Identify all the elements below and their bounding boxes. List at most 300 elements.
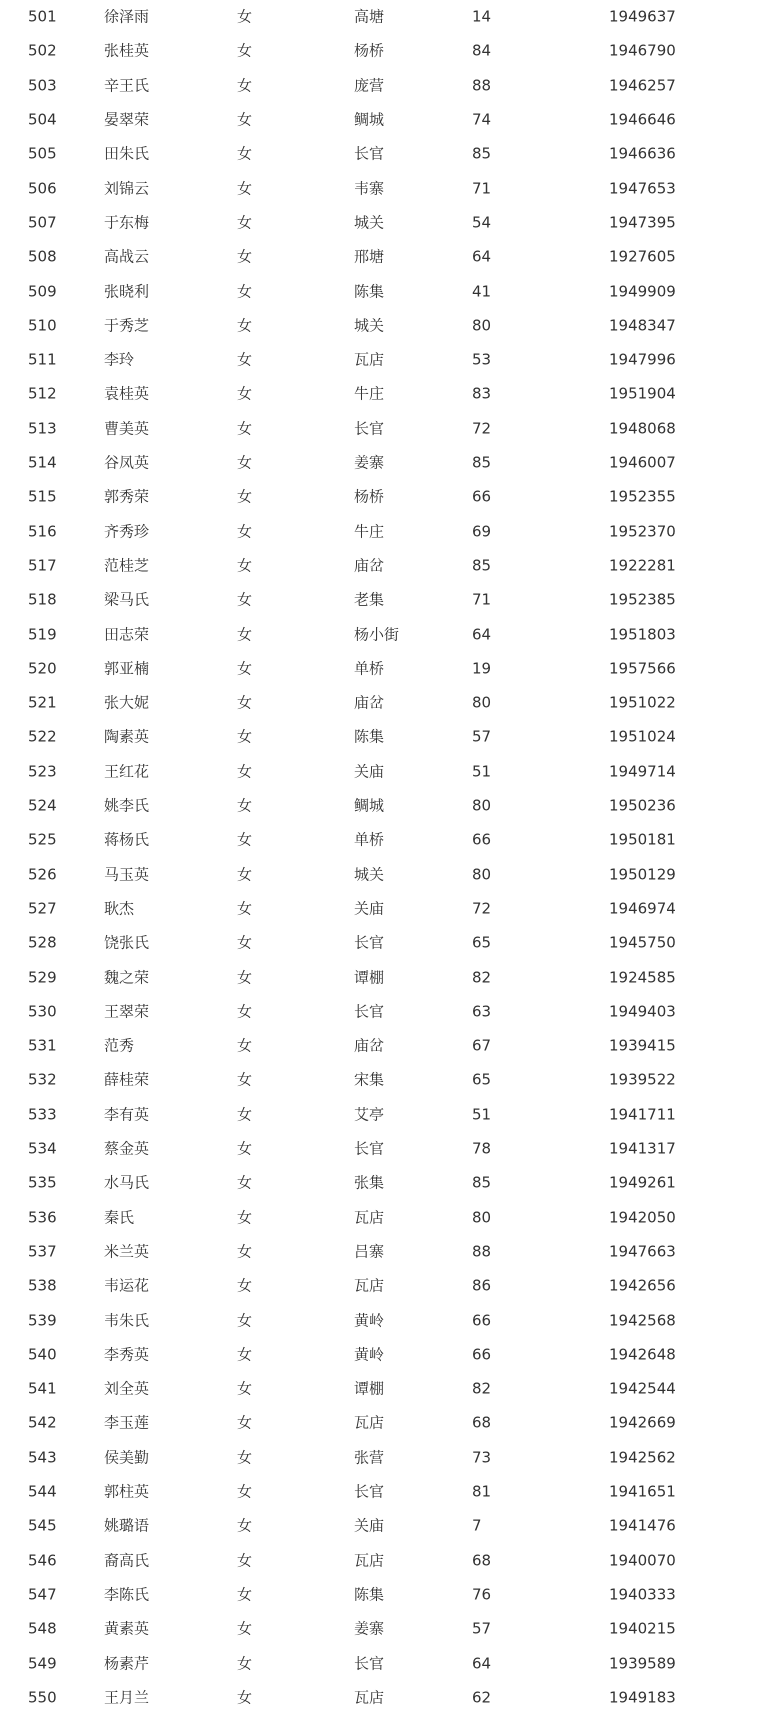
township-cell: 长官 (354, 1002, 385, 1021)
row-number-cell: 530 (28, 1002, 57, 1021)
row-number-cell: 524 (28, 796, 57, 815)
age-cell: 41 (472, 282, 492, 301)
row-number-cell: 545 (28, 1516, 57, 1535)
age-cell: 7 (472, 1516, 482, 1535)
gender-cell: 女 (237, 1002, 253, 1021)
age-cell: 78 (472, 1139, 492, 1158)
gender-cell: 女 (237, 1036, 253, 1055)
table-row (0, 172, 759, 206)
gender-cell: 女 (237, 590, 253, 609)
table-row (0, 377, 759, 411)
age-cell: 81 (472, 1482, 492, 1501)
gender-cell: 女 (237, 7, 253, 26)
gender-cell: 女 (237, 1585, 253, 1604)
table-row (0, 240, 759, 274)
person-name-cell: 蒋杨氏 (104, 830, 150, 849)
person-name-cell: 李有英 (104, 1105, 150, 1124)
age-cell: 19 (472, 659, 492, 678)
township-cell: 张营 (354, 1448, 385, 1467)
record-id-cell: 1939522 (609, 1070, 676, 1089)
row-number-cell: 548 (28, 1619, 57, 1638)
row-number-cell: 527 (28, 899, 57, 918)
record-id-cell: 1947395 (609, 213, 676, 232)
township-cell: 陈集 (354, 282, 385, 301)
row-number-cell: 513 (28, 419, 57, 438)
person-name-cell: 曹美英 (104, 419, 150, 438)
table-row (0, 103, 759, 137)
gender-cell: 女 (237, 1448, 253, 1467)
row-number-cell: 514 (28, 453, 57, 472)
person-name-cell: 刘锦云 (104, 179, 150, 198)
table-row (0, 1235, 759, 1269)
record-id-cell: 1946646 (609, 110, 676, 129)
row-number-cell: 505 (28, 144, 57, 163)
person-name-cell: 耿杰 (104, 899, 135, 918)
person-name-cell: 马玉英 (104, 865, 150, 884)
township-cell: 黄岭 (354, 1345, 385, 1364)
row-number-cell: 501 (28, 7, 57, 26)
township-cell: 杨桥 (354, 487, 385, 506)
person-name-cell: 郭柱英 (104, 1482, 150, 1501)
township-cell: 城关 (354, 213, 385, 232)
row-number-cell: 518 (28, 590, 57, 609)
age-cell: 88 (472, 76, 492, 95)
row-number-cell: 534 (28, 1139, 57, 1158)
table-row (0, 1578, 759, 1612)
gender-cell: 女 (237, 419, 253, 438)
person-name-cell: 王翠荣 (104, 1002, 150, 1021)
gender-cell: 女 (237, 316, 253, 335)
age-cell: 71 (472, 179, 492, 198)
township-cell: 韦寨 (354, 179, 385, 198)
age-cell: 72 (472, 419, 492, 438)
table-row (0, 652, 759, 686)
person-name-cell: 饶张氏 (104, 933, 150, 952)
township-cell: 高塘 (354, 7, 385, 26)
gender-cell: 女 (237, 1311, 253, 1330)
township-cell: 长官 (354, 1482, 385, 1501)
row-number-cell: 503 (28, 76, 57, 95)
person-name-cell: 韦运花 (104, 1276, 150, 1295)
gender-cell: 女 (237, 933, 253, 952)
record-id-cell: 1952355 (609, 487, 676, 506)
record-id-cell: 1946790 (609, 41, 676, 60)
record-id-cell: 1948347 (609, 316, 676, 335)
row-number-cell: 544 (28, 1482, 57, 1501)
gender-cell: 女 (237, 522, 253, 541)
table-row (0, 1406, 759, 1440)
township-cell: 宋集 (354, 1070, 385, 1089)
township-cell: 城关 (354, 316, 385, 335)
table-row (0, 137, 759, 171)
age-cell: 66 (472, 487, 492, 506)
row-number-cell: 535 (28, 1173, 57, 1192)
age-cell: 66 (472, 1311, 492, 1330)
township-cell: 谭棚 (354, 1379, 385, 1398)
row-number-cell: 506 (28, 179, 57, 198)
row-number-cell: 536 (28, 1208, 57, 1227)
age-cell: 85 (472, 1173, 492, 1192)
row-number-cell: 520 (28, 659, 57, 678)
row-number-cell: 531 (28, 1036, 57, 1055)
row-number-cell: 509 (28, 282, 57, 301)
person-name-cell: 于东梅 (104, 213, 150, 232)
township-cell: 牛庄 (354, 522, 385, 541)
person-name-cell: 李陈氏 (104, 1585, 150, 1604)
age-cell: 82 (472, 1379, 492, 1398)
gender-cell: 女 (237, 1379, 253, 1398)
person-name-cell: 薛桂荣 (104, 1070, 150, 1089)
person-name-cell: 秦氏 (104, 1208, 135, 1227)
gender-cell: 女 (237, 1688, 253, 1707)
age-cell: 80 (472, 865, 492, 884)
row-number-cell: 540 (28, 1345, 57, 1364)
age-cell: 76 (472, 1585, 492, 1604)
gender-cell: 女 (237, 247, 253, 266)
person-name-cell: 袁桂英 (104, 384, 150, 403)
gender-cell: 女 (237, 213, 253, 232)
record-id-cell: 1941711 (609, 1105, 676, 1124)
township-cell: 谭棚 (354, 968, 385, 987)
row-number-cell: 533 (28, 1105, 57, 1124)
row-number-cell: 550 (28, 1688, 57, 1707)
township-cell: 张集 (354, 1173, 385, 1192)
person-name-cell: 侯美勤 (104, 1448, 150, 1467)
gender-cell: 女 (237, 1516, 253, 1535)
record-id-cell: 1957566 (609, 659, 676, 678)
township-cell: 陈集 (354, 1585, 385, 1604)
gender-cell: 女 (237, 865, 253, 884)
table-row (0, 823, 759, 857)
person-name-cell: 晏翠荣 (104, 110, 150, 129)
township-cell: 牛庄 (354, 384, 385, 403)
record-id-cell: 1948068 (609, 419, 676, 438)
record-id-cell: 1942568 (609, 1311, 676, 1330)
table-row (0, 343, 759, 377)
table-row (0, 1612, 759, 1646)
person-name-cell: 于秀芝 (104, 316, 150, 335)
township-cell: 姜寨 (354, 1619, 385, 1638)
age-cell: 88 (472, 1242, 492, 1261)
row-number-cell: 511 (28, 350, 57, 369)
table-row (0, 480, 759, 514)
person-name-cell: 姚璐语 (104, 1516, 150, 1535)
township-cell: 陈集 (354, 727, 385, 746)
row-number-cell: 539 (28, 1311, 57, 1330)
row-number-cell: 523 (28, 762, 57, 781)
age-cell: 74 (472, 110, 492, 129)
record-id-cell: 1942648 (609, 1345, 676, 1364)
township-cell: 瓦店 (354, 1413, 385, 1432)
person-name-cell: 谷凤英 (104, 453, 150, 472)
age-cell: 68 (472, 1551, 492, 1570)
record-id-cell: 1951024 (609, 727, 676, 746)
township-cell: 关庙 (354, 1516, 385, 1535)
township-cell: 艾亭 (354, 1105, 385, 1124)
person-name-cell: 张桂英 (104, 41, 150, 60)
gender-cell: 女 (237, 796, 253, 815)
township-cell: 长官 (354, 933, 385, 952)
person-name-cell: 郭亚楠 (104, 659, 150, 678)
age-cell: 66 (472, 830, 492, 849)
age-cell: 80 (472, 1208, 492, 1227)
gender-cell: 女 (237, 453, 253, 472)
record-id-cell: 1927605 (609, 247, 676, 266)
gender-cell: 女 (237, 659, 253, 678)
age-cell: 72 (472, 899, 492, 918)
person-name-cell: 米兰英 (104, 1242, 150, 1261)
record-id-cell: 1949637 (609, 7, 676, 26)
record-id-cell: 1941476 (609, 1516, 676, 1535)
township-cell: 黄岭 (354, 1311, 385, 1330)
age-cell: 80 (472, 693, 492, 712)
age-cell: 53 (472, 350, 492, 369)
age-cell: 84 (472, 41, 492, 60)
gender-cell: 女 (237, 282, 253, 301)
table-row (0, 1029, 759, 1063)
person-name-cell: 杨素芹 (104, 1654, 150, 1673)
table-row (0, 583, 759, 617)
age-cell: 63 (472, 1002, 492, 1021)
age-cell: 71 (472, 590, 492, 609)
gender-cell: 女 (237, 693, 253, 712)
person-name-cell: 裔高氏 (104, 1551, 150, 1570)
township-cell: 瓦店 (354, 350, 385, 369)
table-row (0, 1372, 759, 1406)
gender-cell: 女 (237, 110, 253, 129)
table-row (0, 274, 759, 308)
person-name-cell: 田志荣 (104, 625, 150, 644)
row-number-cell: 529 (28, 968, 57, 987)
gender-cell: 女 (237, 1105, 253, 1124)
record-id-cell: 1942050 (609, 1208, 676, 1227)
township-cell: 老集 (354, 590, 385, 609)
gender-cell: 女 (237, 625, 253, 644)
gender-cell: 女 (237, 144, 253, 163)
township-cell: 鲷城 (354, 796, 385, 815)
gender-cell: 女 (237, 179, 253, 198)
gender-cell: 女 (237, 1413, 253, 1432)
table-row (0, 960, 759, 994)
township-cell: 姜寨 (354, 453, 385, 472)
gender-cell: 女 (237, 350, 253, 369)
record-id-cell: 1922281 (609, 556, 676, 575)
township-cell: 瓦店 (354, 1276, 385, 1295)
age-cell: 54 (472, 213, 492, 232)
row-number-cell: 537 (28, 1242, 57, 1261)
record-id-cell: 1951022 (609, 693, 676, 712)
gender-cell: 女 (237, 1482, 253, 1501)
record-id-cell: 1942669 (609, 1413, 676, 1432)
table-row (0, 926, 759, 960)
age-cell: 73 (472, 1448, 492, 1467)
person-name-cell: 田朱氏 (104, 144, 150, 163)
township-cell: 瓦店 (354, 1551, 385, 1570)
row-number-cell: 521 (28, 693, 57, 712)
table-row (0, 1166, 759, 1200)
record-id-cell: 1949909 (609, 282, 676, 301)
age-cell: 66 (472, 1345, 492, 1364)
row-number-cell: 543 (28, 1448, 57, 1467)
row-number-cell: 515 (28, 487, 57, 506)
age-cell: 83 (472, 384, 492, 403)
row-number-cell: 504 (28, 110, 57, 129)
township-cell: 邢塘 (354, 247, 385, 266)
gender-cell: 女 (237, 1173, 253, 1192)
age-cell: 69 (472, 522, 492, 541)
person-name-cell: 郭秀荣 (104, 487, 150, 506)
record-id-cell: 1949183 (609, 1688, 676, 1707)
gender-cell: 女 (237, 1139, 253, 1158)
record-id-cell: 1942562 (609, 1448, 676, 1467)
person-name-cell: 黄素英 (104, 1619, 150, 1638)
table-row (0, 1201, 759, 1235)
gender-cell: 女 (237, 830, 253, 849)
age-cell: 64 (472, 625, 492, 644)
table-row (0, 34, 759, 68)
age-cell: 64 (472, 1654, 492, 1673)
row-number-cell: 512 (28, 384, 57, 403)
record-id-cell: 1946257 (609, 76, 676, 95)
gender-cell: 女 (237, 1242, 253, 1261)
table-row (0, 1132, 759, 1166)
gender-cell: 女 (237, 727, 253, 746)
gender-cell: 女 (237, 384, 253, 403)
age-cell: 51 (472, 1105, 492, 1124)
record-id-cell: 1950129 (609, 865, 676, 884)
person-name-cell: 王红花 (104, 762, 150, 781)
record-id-cell: 1939589 (609, 1654, 676, 1673)
row-number-cell: 532 (28, 1070, 57, 1089)
table-row (0, 789, 759, 823)
table-row (0, 549, 759, 583)
age-cell: 57 (472, 1619, 492, 1638)
age-cell: 62 (472, 1688, 492, 1707)
township-cell: 杨桥 (354, 41, 385, 60)
row-number-cell: 507 (28, 213, 57, 232)
row-number-cell: 528 (28, 933, 57, 952)
person-name-cell: 张大妮 (104, 693, 150, 712)
table-row (0, 1098, 759, 1132)
row-number-cell: 542 (28, 1413, 57, 1432)
record-id-cell: 1940215 (609, 1619, 676, 1638)
age-cell: 68 (472, 1413, 492, 1432)
record-id-cell: 1941651 (609, 1482, 676, 1501)
record-id-cell: 1946636 (609, 144, 676, 163)
gender-cell: 女 (237, 1276, 253, 1295)
township-cell: 城关 (354, 865, 385, 884)
row-number-cell: 525 (28, 830, 57, 849)
age-cell: 64 (472, 247, 492, 266)
record-id-cell: 1951904 (609, 384, 676, 403)
township-cell: 长官 (354, 144, 385, 163)
table-row (0, 686, 759, 720)
row-number-cell: 526 (28, 865, 57, 884)
township-cell: 瓦店 (354, 1688, 385, 1707)
gender-cell: 女 (237, 556, 253, 575)
table-row (0, 1269, 759, 1303)
gender-cell: 女 (237, 487, 253, 506)
row-number-cell: 510 (28, 316, 57, 335)
township-cell: 单桥 (354, 830, 385, 849)
person-name-cell: 魏之荣 (104, 968, 150, 987)
township-cell: 鲷城 (354, 110, 385, 129)
gender-cell: 女 (237, 1208, 253, 1227)
gender-cell: 女 (237, 762, 253, 781)
row-number-cell: 519 (28, 625, 57, 644)
table-row (0, 1063, 759, 1097)
table-row (0, 515, 759, 549)
record-id-cell: 1940333 (609, 1585, 676, 1604)
table-row (0, 892, 759, 926)
person-name-cell: 陶素英 (104, 727, 150, 746)
age-cell: 51 (472, 762, 492, 781)
table-row (0, 206, 759, 240)
table-row (0, 1544, 759, 1578)
table-row (0, 69, 759, 103)
township-cell: 长官 (354, 419, 385, 438)
person-name-cell: 蔡金英 (104, 1139, 150, 1158)
person-name-cell: 姚李氏 (104, 796, 150, 815)
row-number-cell: 549 (28, 1654, 57, 1673)
table-row (0, 1475, 759, 1509)
record-id-cell: 1942656 (609, 1276, 676, 1295)
record-id-cell: 1950236 (609, 796, 676, 815)
person-name-cell: 李玉莲 (104, 1413, 150, 1432)
record-id-cell: 1949261 (609, 1173, 676, 1192)
gender-cell: 女 (237, 899, 253, 918)
person-name-cell: 刘全英 (104, 1379, 150, 1398)
age-cell: 82 (472, 968, 492, 987)
table-row (0, 309, 759, 343)
age-cell: 65 (472, 1070, 492, 1089)
row-number-cell: 538 (28, 1276, 57, 1295)
record-id-cell: 1947996 (609, 350, 676, 369)
record-id-cell: 1952385 (609, 590, 676, 609)
age-cell: 65 (472, 933, 492, 952)
record-id-cell: 1942544 (609, 1379, 676, 1398)
table-row (0, 755, 759, 789)
township-cell: 庙岔 (354, 1036, 385, 1055)
table-row (0, 1509, 759, 1543)
row-number-cell: 502 (28, 41, 57, 60)
township-cell: 关庙 (354, 899, 385, 918)
record-id-cell: 1946007 (609, 453, 676, 472)
person-name-cell: 高战云 (104, 247, 150, 266)
record-id-cell: 1949714 (609, 762, 676, 781)
age-cell: 57 (472, 727, 492, 746)
row-number-cell: 508 (28, 247, 57, 266)
row-number-cell: 522 (28, 727, 57, 746)
person-name-cell: 李秀英 (104, 1345, 150, 1364)
row-number-cell: 541 (28, 1379, 57, 1398)
age-cell: 86 (472, 1276, 492, 1295)
table-row (0, 995, 759, 1029)
person-name-cell: 韦朱氏 (104, 1311, 150, 1330)
person-name-cell: 李玲 (104, 350, 135, 369)
gender-cell: 女 (237, 968, 253, 987)
person-name-cell: 水马氏 (104, 1173, 150, 1192)
gender-cell: 女 (237, 1654, 253, 1673)
gender-cell: 女 (237, 1070, 253, 1089)
township-cell: 长官 (354, 1139, 385, 1158)
gender-cell: 女 (237, 76, 253, 95)
gender-cell: 女 (237, 1619, 253, 1638)
table-row (0, 412, 759, 446)
record-id-cell: 1946974 (609, 899, 676, 918)
age-cell: 80 (472, 316, 492, 335)
table-row (0, 446, 759, 480)
